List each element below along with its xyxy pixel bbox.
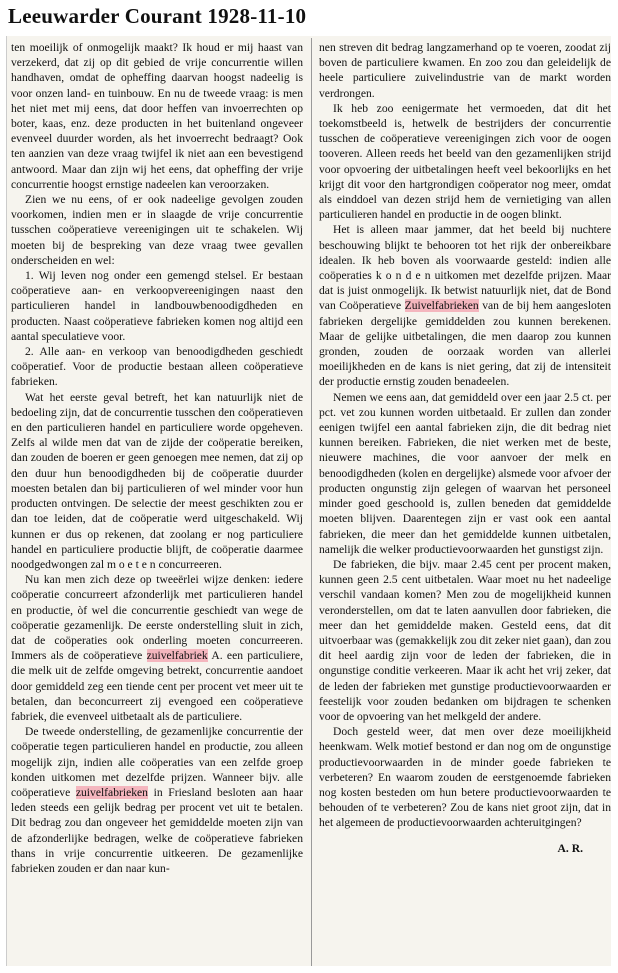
paragraph-text: 2. Alle aan- en verkoop van benoodigdheden geschiedt coöperatief. Voor de productie bestaan alleen coöperatieve fabrieken. [11,345,303,389]
article-paragraph [319,557,611,724]
author-signature: A. R. [557,841,583,855]
newspaper-clipping [6,36,611,966]
highlighted-term: zuivelfabrieken [75,785,148,799]
paragraph-text: Zien we nu eens, of er ook nadeelige gevolgen zouden voorkomen, indien men er in slaagde de vrije concurrentie tusschen coöperatieve vereenigingen uit te schakelen. Wij moeten bij de bespreking van deze vraag twee gevallen onderscheiden en wel: [11,193,303,267]
paragraph-text: ten moeilijk of onmogelijk maakt? Ik houd er mij haast van verzekerd, dat zij op dit gebied de vrije concurrentie willen handhaven, omdat de opheffing daarvan hoogst nadeelig is voor onzen land- en tuinbouw. En nu de tweede vraag: is men het niet met mij eens, dat door heffen van invoerrechten op boter, kaas, enz. deze producten in het buitenland ongeveer evenveel duurder worden, als het invoerrecht bedraagt? Ook ten aanzien van deze vraag twijfel ik niet aan een bevestigend antwoord. Maar dan zijn wij het eens, dat opheffing der vrije concurrentie hoogst ernstige nadeelen kan veroorzaken. [11,41,303,191]
paragraph-text: Nu kan men zich deze op tweeërlei wijze denken: iedere coöperatie concurreert afzonderlijk met particulieren handel en productie, òf wel die concurrentie geschiedt van wege de coöperatie gezamenlijk. De eerste onderstelling sluit in zich, dat de coöperaties ook onderling moeten concurreeren. Immers als de coöperatieve [11,573,303,663]
article-paragraph [11,268,303,344]
article-paragraph [11,40,303,192]
article-paragraph [11,344,303,390]
paragraph-text: Wat het eerste geval betreft, het kan natuurlijk niet de bedoeling zijn, dat de concurrentie tusschen den coöperatieven en den particulieren handel en particuliere worde opgeheven. Zelfs al wilde men dat van de zijde der coöperatie bereiken, dan zouden de boeren er geen genoegen mee nemen, dat zij op den duur hun benoodigdheden bij de coöperatie duurder moesten betalen dan bij particulieren of wel minder voor hun producten ontvingen. De selectie der meest geschikten zou er dan toe leiden, dat de coöperatie werd uitgeschakeld. Wij kunnen er dus op rekenen, dat zoolang er nog particuliere handel en particuliere productie blijft, de coöperatie daarmee noodgedwongen zal m o e t e n concurreeren. [11,390,303,571]
paragraph-text: van de bij hem aangesloten fabrieken dergelijke gemiddelden zou kunnen berekenen. Maar de gelijke uitbetalingen, die men daarop zou kunnen gronden, zouden de oorzaak worden van allerlei moeilijkheden en de kans is niet gering, dat zij de intensiteit der productie ernstig zouden benadeelen. [319,299,612,389]
paragraph-text: nen streven dit bedrag langzamerhand op te voeren, zoodat zij boven de particuliere kwamen. En zoo zou dan geleidelijk de heele particuliere zuivelindustrie van de markt worden verdrongen. [319,41,611,100]
paragraph-text: A. een particuliere, die melk uit de zelfde omgeving betrekt, concurrentie aandoet door gemiddeld zeg een tiende cent per procent vet meer uit te betalen, dan beconcurreert zij evengoed een coöperatieve fabriek, die evenveel uitbetaalt als de particuliere. [11,649,303,723]
article-paragraph [11,192,303,268]
newspaper-title: Leeuwarder Courant 1928-11-10 [8,4,307,28]
paragraph-text: 1. Wij leven nog onder een gemengd stelsel. Er bestaan coöperatieve aan- en verkoopvereenigingen naast den particulieren handel in landbouwbenoodigdheden en producten. Naast coöperatieve fabrieken komen nog altijd een aantal speculatieve voor. [11,269,303,343]
paragraph-text: De tweede onderstelling, de gezamenlijke concurrentie der coöperatie tegen particulieren handel en productie, zou alleen mogelijk zijn, indien alle coöperaties van een zelfde groep konden uitkomen met dezelfde prijzen. Wanneer bijv. alle coöperatieve [11,725,303,799]
paragraph-text: Doch gesteld weer, dat men over deze moeilijkheid heenkwam. Welk motief bestond er dan nog om de ongunstige productievoorwaarden in de minder goede fabrieken te verbeteren? En waarom zouden de eerstgenoemde fabrieken nog kosten besteden om hun betere productievoorwaarden te behouden of te verbeteren? Zou de kans niet groot zijn, dat in het algemeen de productievoorwaarden achteruitgingen? [319,725,611,830]
paragraph-text: Ik heb zoo eenigermate het vermoeden, dat dit het toekomstbeeld is, hetwelk de bestrijders der concurrentie tusschen de coöperatieve vereenigingen zich voor de oogen tooveren. Alleen reeds het beeld van den gezamenlijken strijd voor opvoering der uitbetalingen heeft veel bekoorlijks en het krijgt dit voor den hartgrondigen coöperator nog meer, omdat als einddoel van dezen strijd hem de vernietiging van allen particulieren handel en productie in de oogen blinkt. [319,101,611,222]
paragraph-text: in Friesland besloten aan haar leden steeds een gelijk bedrag per procent vet uit te betalen. Dit bedrag zou dan ongeveer het gemiddelde moeten zijn van de afzonderlijke bedragen, welke de coöperatieve fabrieken thans in vrije concurrentie uitkeeren. De gezamenlijke fabrieken zouden er dan naar kun- [11,785,303,875]
column-divider [311,38,312,966]
article-paragraph [319,40,611,101]
article-paragraph [319,724,611,830]
article-paragraph [11,390,303,572]
article-paragraph [11,572,303,724]
highlighted-term: Zuivelfabrieken [404,299,479,313]
paragraph-text: Nemen we eens aan, dat gemiddeld over een jaar 2.5 ct. per pct. vet zou kunnen worden uitbetaald. Er zullen dan zonder eenigen twijfel een aantal fabrieken zijn, die dit bedrag niet kunnen bereiken. Fabrieken, die niet werken met de beste, nieuwere machines, die voor aanvoer der melk en benoodigdheden (kolen en dergelijke) alsmede voor afvoer der producten ongunstig zijn gelegen of waarvan het personeel minder goed geschoold is, zullen beneden dat gemiddelde moeten blijven. Daarentegen zijn er vast ook een aantal fabrieken, die meer dan het gemiddelde kunnen uitbetalen, namelijk die welker productievoorwaarden het gunstigst zijn. [319,390,611,556]
paragraph-text: De fabrieken, die bijv. maar 2.45 cent per procent maken, kunnen geen 2.5 cent uitbetalen. Waar moet nu het nadeelige verschil vandaan komen? Men zou de mogelijkheid kunnen veronderstellen, om dat te laten aanvullen door fabrieken, die meer dan het gemiddelde maken. Gesteld eens, dat dit uitvoerbaar was (gemakkelijk zou dit zeker niet gaan), dan zou dit heel aardig zijn voor de leden der fabrieken, die in ongunstige conditie verkeeren. Maar ik acht het vrij zeker, dat de leden der fabrieken met gunstige productievoorwaarden er feestelijk voor zouden bedanken om bijdragen te schenken voor de opvoering van het melkgeld der andere. [319,557,611,723]
paragraph-text: Het is alleen maar jammer, dat het beeld bij nuchtere beschouwing blijkt te behooren tot het rijk der onbereikbare idealen. Ik heb boven als voorwaarde gesteld: indien alle coöperaties k o n d e n uitkomen met dezelfde prijzen. Maar dat is juist onmogelijk. Ik betwist natuurlijk niet, dat de Bond van Coöperatieve [319,223,611,313]
right-column [319,40,611,856]
article-paragraph [319,101,611,223]
left-column [11,40,303,876]
article-paragraph [11,724,303,876]
highlighted-term: zuivelfabriek [146,649,208,663]
article-paragraph [319,222,611,389]
article-paragraph [319,390,611,557]
